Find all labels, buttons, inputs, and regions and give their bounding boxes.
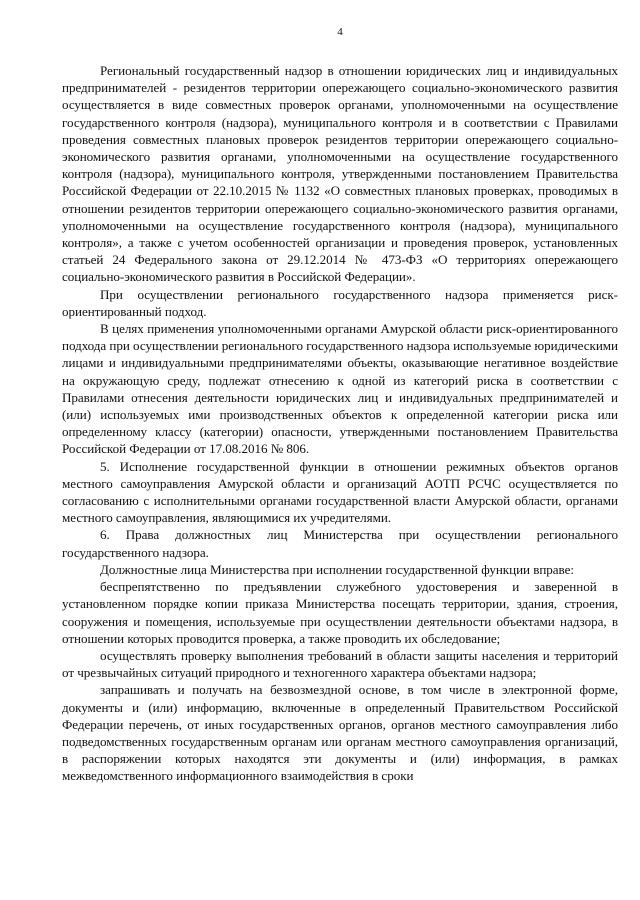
document-page — [62, 24, 618, 785]
paragraph-joint-inspections: Региональный государственный надзор в отношении юридических лиц и индивидуальных предпринимателей - резидентов территории опережающего социально-экономического развития осуществляется в виде совместных проверок органами, уполномоченными на осуществление государственного контроля (надзора), муниципального контроля и в соответствии с Правилами проведения совместных плановых проверок резидентов территории опережающего социально-экономического развития органами, уполномоченными на осуществление государственного контроля (надзора), муниципального контроля, утвержденными постановлением Правительства Российской Федерации от 22.10.2015 № 1132 «О совместных плановых проверках, проводимых в отношении резидентов территории опережающего социально-экономического развития органами, уполномоченными на осуществление государственного контроля (надзора), муниципального контроля», а также с учетом особенностей организации и проведения проверок, установленных статьей 24 Федерального закона от 29.12.2014 № 473-ФЗ «О территориях опережающего социально-экономического развития в Российской Федерации». — [62, 63, 618, 285]
paragraph-risk-approach: При осуществлении регионального государственного надзора применяется риск-ориентированный подход. — [62, 286, 618, 319]
paragraph-right-request-info: запрашивать и получать на безвозмездной основе, в том числе в электронной форме, документы и (или) информацию, включенные в определенный Правительством Российской Федерации перечень, от иных государственных органов, органов местного самоуправления либо подведомственных государственным органам или органам местного самоуправления организаций, в распоряжении которых находятся эти документы и (или) информация, в рамках межведомственного информационного взаимодействия в сроки — [62, 682, 618, 784]
paragraph-officials-rights-intro: Должностные лица Министерства при исполнении государственной функции вправе: — [100, 561, 574, 577]
paragraph-right-inspection: осуществлять проверку выполнения требований в области защиты населения и территорий от чрезвычайных ситуаций природного и техногенного характера объектами надзора; — [62, 647, 618, 681]
paragraph-right-access: беспрепятственно по предъявлении служебного удостоверения и заверенной в установленном порядке копии приказа Министерства посещать территории, здания, строения, сооружения и помещения, используемые при осуществлении деятельности объектами надзора, в отношении которых проводится проверка, а также проводить их обследование; — [62, 579, 618, 646]
page-number: 4 — [337, 26, 343, 38]
paragraph-section-6-heading: 6. Права должностных лиц Министерства при осуществлении регионального государственного надзора. — [62, 527, 618, 560]
paragraph-risk-categories: В целях применения уполномоченными органами Амурской области риск-ориентированного подхода при осуществлении регионального государственного надзора используемые юридическими лицами и индивидуальными предпринимателями объекты, оказывающие негативное воздействие на окружающую среду, подлежат отнесению к одной из категорий риска в соответствии с Правилами отнесения деятельности юридических лиц и индивидуальных предпринимателей и (или) используемых ими производственных объектов к определенной категории риска или определенному классу (категории) опасности, утвержденными постановлением Правительства Российской Федерации от 17.08.2016 № 806. — [62, 321, 618, 457]
paragraph-section-5: 5. Исполнение государственной функции в отношении режимных объектов органов местного самоуправления Амурской области и организаций АОТП РСЧС осуществляется по согласованию с исполнительными органами государственной власти Амурской области, органами местного самоуправления, являющимися их учредителями. — [62, 458, 618, 526]
